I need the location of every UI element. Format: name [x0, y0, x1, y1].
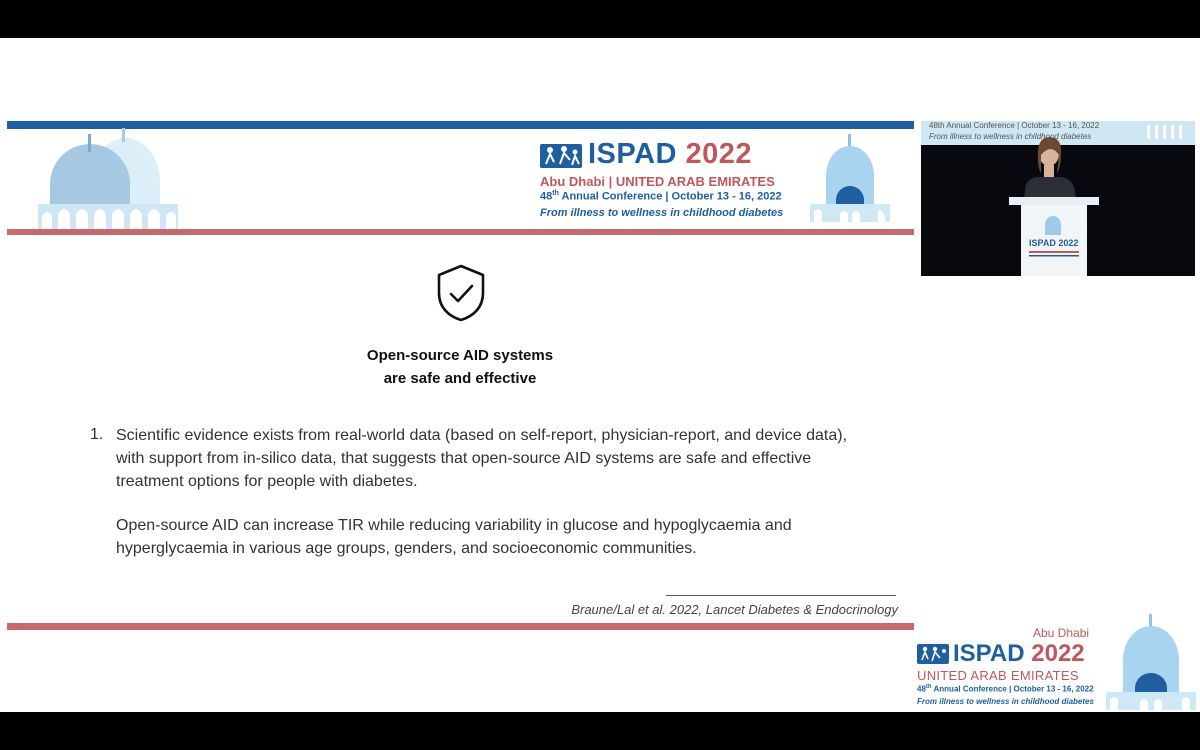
letterbox-top: [0, 0, 1200, 38]
mosque-illustration-left: [28, 126, 188, 230]
brand-title: ISPAD 2022: [953, 640, 1085, 667]
brand-city: Abu Dhabi: [1033, 626, 1090, 640]
ispad-brand-footer: [915, 626, 1105, 710]
slide: [0, 38, 920, 712]
evidence-paragraph: Scientific evidence exists from real-world data (based on self-report, physician-report, and device data), with support from in-silico data, that suggests that open-source AID systems are safe and effective treatment options for people with diabetes.: [116, 427, 848, 490]
letterbox-bottom: [0, 712, 1200, 750]
brand-tagline: From illness to wellness in childhood diabetes: [917, 697, 1094, 706]
speaker-scene: [921, 121, 1195, 276]
headline-line-1: Open-source AID systems: [366, 347, 554, 364]
ispad-logo-location: Abu Dhabi | UNITED ARAB EMIRATES: [540, 174, 775, 189]
ispad-logo: [540, 138, 784, 226]
ispad-figures-icon: [540, 140, 582, 170]
mosque-illustration-right: [806, 134, 894, 222]
mosque-illustration-footer: [1104, 614, 1198, 710]
presentation-stage: [0, 38, 1200, 712]
outcomes-paragraph: Open-source AID can increase TIR while reducing variability in glucose and hypoglycaemia and hyperglycaemia in various age groups, genders, and socioeconomic communities.: [116, 517, 792, 557]
brand-country: UNITED ARAB EMIRATES: [917, 668, 1079, 683]
ispad-figures-icon: [917, 642, 949, 666]
shield-check-icon: [434, 263, 488, 323]
headline-line-2: are safe and effective: [383, 370, 537, 387]
video-banner-tagline: From illness to wellness in childhood diabetes: [929, 132, 1092, 141]
slide-headline: [330, 344, 590, 390]
ispad-logo-title: ISPAD 2022: [588, 138, 753, 170]
video-banner-conference: 48th Annual Conference | October 13 - 16, 2022: [929, 121, 1100, 130]
citation: Braune/Lal et al. 2022, Lancet Diabetes & Endocrinology: [571, 602, 898, 617]
footer-stripe-red: [7, 623, 914, 630]
brand-conference: 48th Annual Conference | October 13 - 16, 2022: [917, 684, 1094, 694]
speaker-video[interactable]: [921, 121, 1195, 276]
header-stripe-red: [7, 229, 914, 235]
citation-divider: [666, 595, 896, 596]
list-number: 1.: [90, 426, 104, 443]
podium-logo-text: ISPAD 2022: [1029, 238, 1079, 248]
ispad-logo-tagline: From illness to wellness in childhood diabetes: [540, 207, 784, 219]
ispad-logo-conference: 48th Annual Conference | October 13 - 16, 2022: [540, 190, 782, 203]
